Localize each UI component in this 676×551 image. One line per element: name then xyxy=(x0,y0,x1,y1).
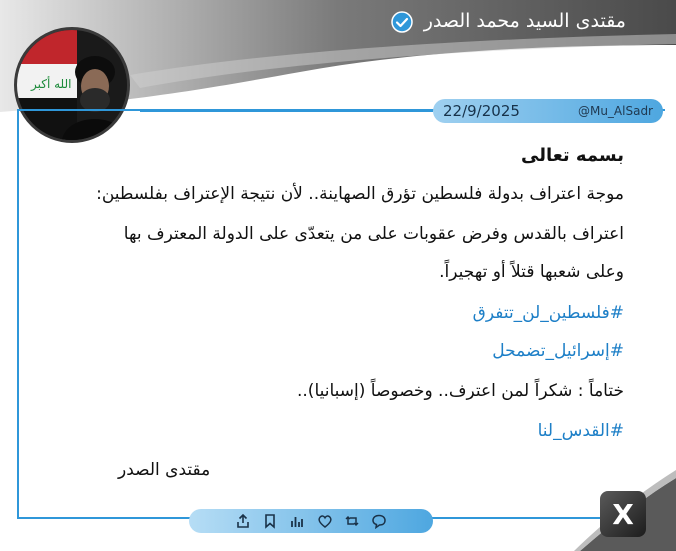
views-icon[interactable] xyxy=(288,512,306,530)
reply-icon[interactable] xyxy=(370,512,388,530)
retweet-icon[interactable] xyxy=(343,512,361,530)
account-handle[interactable]: @Mu_AlSadr xyxy=(577,104,653,118)
meta-pill xyxy=(433,99,663,123)
post-line-2: اعتراف بالقدس وفرض عقوبات على من يتعدّى على الدولة المعترف بها xyxy=(123,224,624,244)
action-bar xyxy=(189,509,433,533)
account-name[interactable]: مقتدى السيد محمد الصدر xyxy=(423,10,626,32)
post-date: 22/9/2025 xyxy=(443,102,520,120)
footer-swoosh xyxy=(520,470,676,551)
share-icon[interactable] xyxy=(234,512,252,530)
x-logo-icon: X xyxy=(600,491,646,537)
hashtag-link[interactable]: #القدس_لنا xyxy=(537,421,624,441)
basmala: بسمه تعالى xyxy=(521,145,624,166)
hashtag-link[interactable]: #إسرائيل_تضمحل xyxy=(492,341,624,361)
post-line-3: وعلى شعبها قتلاً أو تهجيراً. xyxy=(439,262,624,282)
signature: مقتدى الصدر xyxy=(118,460,211,480)
bookmark-icon[interactable] xyxy=(261,512,279,530)
post-closing: ختاماً : شكراً لمن اعترف.. وخصوصاً (إسبانيا).. xyxy=(297,381,624,401)
verified-badge-icon xyxy=(391,11,413,33)
post-line-1: موجة اعتراف بدولة فلسطين تؤرق الصهاينة.. لأن نتيجة الإعتراف بفلسطين: xyxy=(96,184,624,204)
hashtag-link[interactable]: #فلسطين_لن_تتفرق xyxy=(472,303,624,323)
svg-text:الله أكبر: الله أكبر xyxy=(31,77,72,91)
like-icon[interactable] xyxy=(316,512,334,530)
